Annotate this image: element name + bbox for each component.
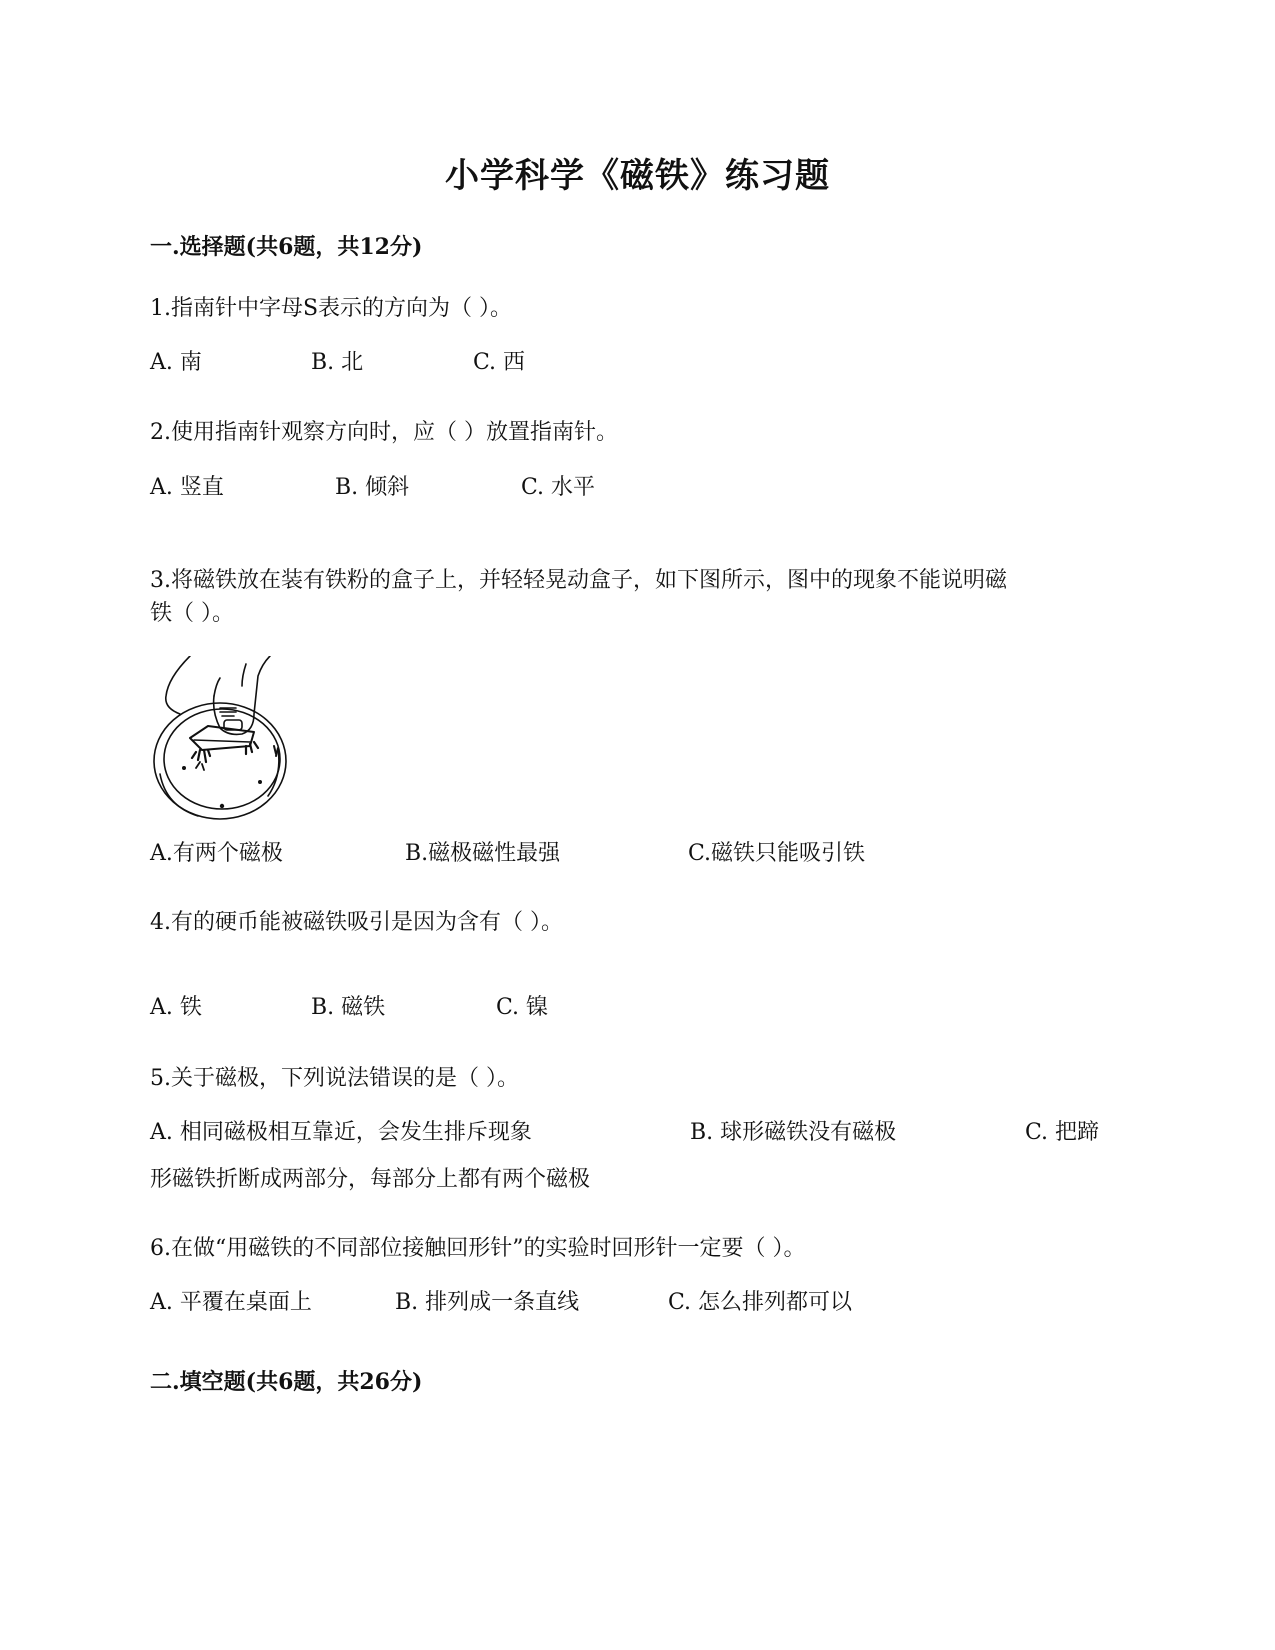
question-5-option-c: C. 把蹄 (1025, 1120, 1100, 1145)
question-4-option-b: B. 磁铁 (311, 995, 386, 1020)
question-2-option-b: B. 倾斜 (335, 475, 410, 500)
question-6-option-c: C. 怎么排列都可以 (668, 1290, 853, 1315)
question-1-option-c: C. 西 (473, 350, 526, 375)
question-6-option-b: B. 排列成一条直线 (395, 1290, 580, 1315)
question-5-option-c-continued: 形磁铁折断成两部分，每部分上都有两个磁极 (150, 1167, 591, 1192)
question-5-stem: 5.关于磁极，下列说法错误的是（ ）。 (150, 1066, 519, 1091)
question-3-stem-line-1: 3.将磁铁放在装有铁粉的盒子上，并轻轻晃动盒子，如下图所示，图中的现象不能说明磁 (150, 568, 1007, 593)
question-1-stem: 1.指南针中字母S表示的方向为（ ）。 (150, 296, 513, 321)
question-4-option-a: A. 铁 (150, 995, 202, 1020)
magnet-in-iron-filings-box-illustration (150, 656, 290, 826)
question-5-option-b: B. 球形磁铁没有磁极 (690, 1120, 897, 1145)
question-2-option-c: C. 水平 (521, 475, 596, 500)
question-3-option-b: B.磁极磁性最强 (405, 841, 561, 866)
question-5-option-a: A. 相同磁极相互靠近，会发生排斥现象 (150, 1120, 532, 1145)
question-4-option-c: C. 镍 (496, 995, 549, 1020)
question-2-stem: 2.使用指南针观察方向时，应（ ）放置指南针。 (150, 420, 618, 445)
page-title: 小学科学《磁铁》练习题 (445, 156, 830, 196)
question-6-stem: 6.在做“用磁铁的不同部位接触回形针”的实验时回形针一定要（ ）。 (150, 1236, 806, 1261)
question-3-stem-line-2: 铁（ ）。 (150, 601, 234, 626)
question-1-option-b: B. 北 (311, 350, 364, 375)
question-3-option-a: A.有两个磁极 (150, 841, 283, 866)
question-3-option-c: C.磁铁只能吸引铁 (688, 841, 866, 866)
question-1-option-a: A. 南 (150, 350, 202, 375)
question-2-option-a: A. 竖直 (150, 475, 224, 500)
question-4-stem: 4.有的硬币能被磁铁吸引是因为含有（ ）。 (150, 910, 563, 935)
section-heading-choice: 一.选择题(共6题，共12分) (150, 234, 423, 260)
section-heading-fill-in: 二.填空题(共6题，共26分) (150, 1369, 423, 1395)
question-6-option-a: A. 平覆在桌面上 (150, 1290, 312, 1315)
